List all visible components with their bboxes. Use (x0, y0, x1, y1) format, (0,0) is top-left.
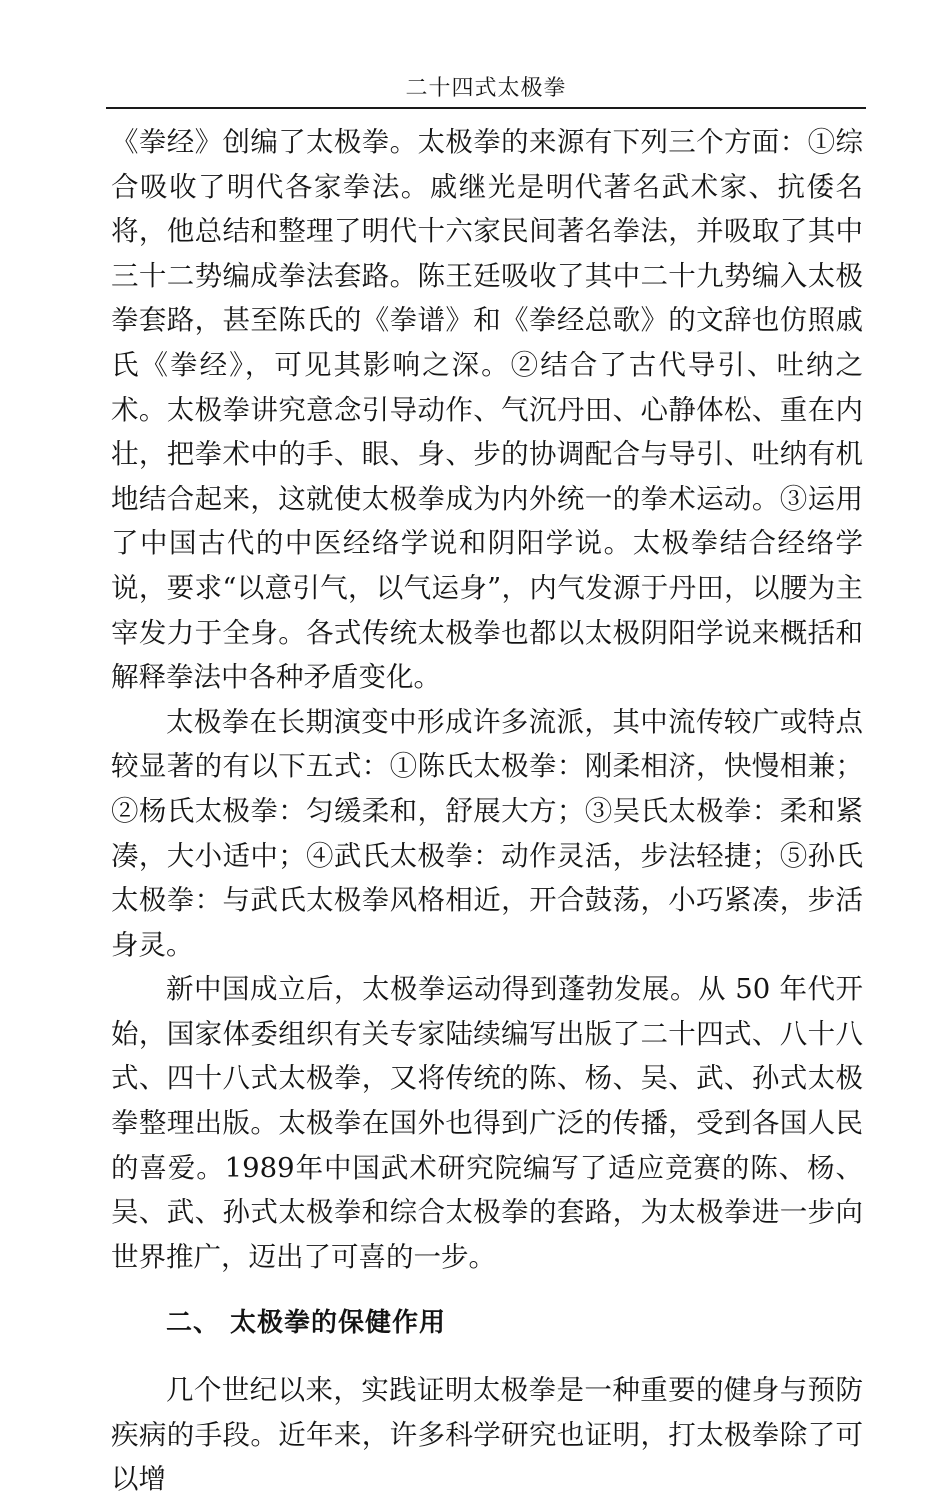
running-header: 二十四式太极拳 (405, 76, 567, 101)
header-rule (106, 107, 866, 109)
body-text (111, 120, 863, 1502)
paragraph-origins: 《拳经》创编了太极拳。太极拳的来源有下列三个方面：①综合吸收了明代各家拳法。戚继光是明代著名武术家、抗倭名将，他总结和整理了明代十六家民间著名拳法，并吸取了其中三十二势编成拳法套路。陈王廷吸收了其中二十九势编入太极拳套路，甚至陈氏的《拳谱》和《拳经总歌》的文辞也仿照戚氏《拳经》，可见其影响之深。②结合了古代导引、吐纳之术。太极拳讲究意念引导动作、气沉丹田、心静体松、重在内壮，把拳术中的手、眼、身、步的协调配合与导引、吐纳有机地结合起来，这就使太极拳成为内外统一的拳术运动。③运用了中国古代的中医经络学说和阴阳学说。太极拳结合经络学说，要求“以意引气，以气运身”，内气发源于丹田，以腰为主宰发力于全身。各式传统太极拳也都以太极阴阳学说来概括和解释拳法中各种矛盾变化。 (111, 126, 863, 694)
section-heading: 二、 太极拳的保健作用 (166, 1308, 447, 1339)
paragraph-modern-development: 新中国成立后，太极拳运动得到蓬勃发展。从 50 年代开始，国家体委组织有关专家陆续编写出版了二十四式、八十八式、四十八式太极拳，又将传统的陈、杨、吴、武、孙式太极拳整理出版。太极拳在国外也得到广泛的传播，受到各国人民的喜爱。1989年中国武术研究院编写了适应竞赛的陈、杨、吴、武、孙式太极拳和综合太极拳的套路，为太极拳进一步向世界推广，迈出了可喜的一步。 (111, 973, 863, 1273)
paragraph-health-benefits: 几个世纪以来，实践证明太极拳是一种重要的健身与预防疾病的手段。近年来，许多科学研究也证明，打太极拳除了可以增 (111, 1374, 863, 1496)
paragraph-schools: 太极拳在长期演变中形成许多流派，其中流传较广或特点较显著的有以下五式：①陈氏太极拳：刚柔相济，快慢相兼；②杨氏太极拳：匀缓柔和，舒展大方；③吴氏太极拳：柔和紧凑，大小适中；④武氏太极拳：动作灵活，步法轻捷；⑤孙氏太极拳：与武氏太极拳风格相近，开合鼓荡，小巧紧凑，步活身灵。 (111, 705, 863, 961)
